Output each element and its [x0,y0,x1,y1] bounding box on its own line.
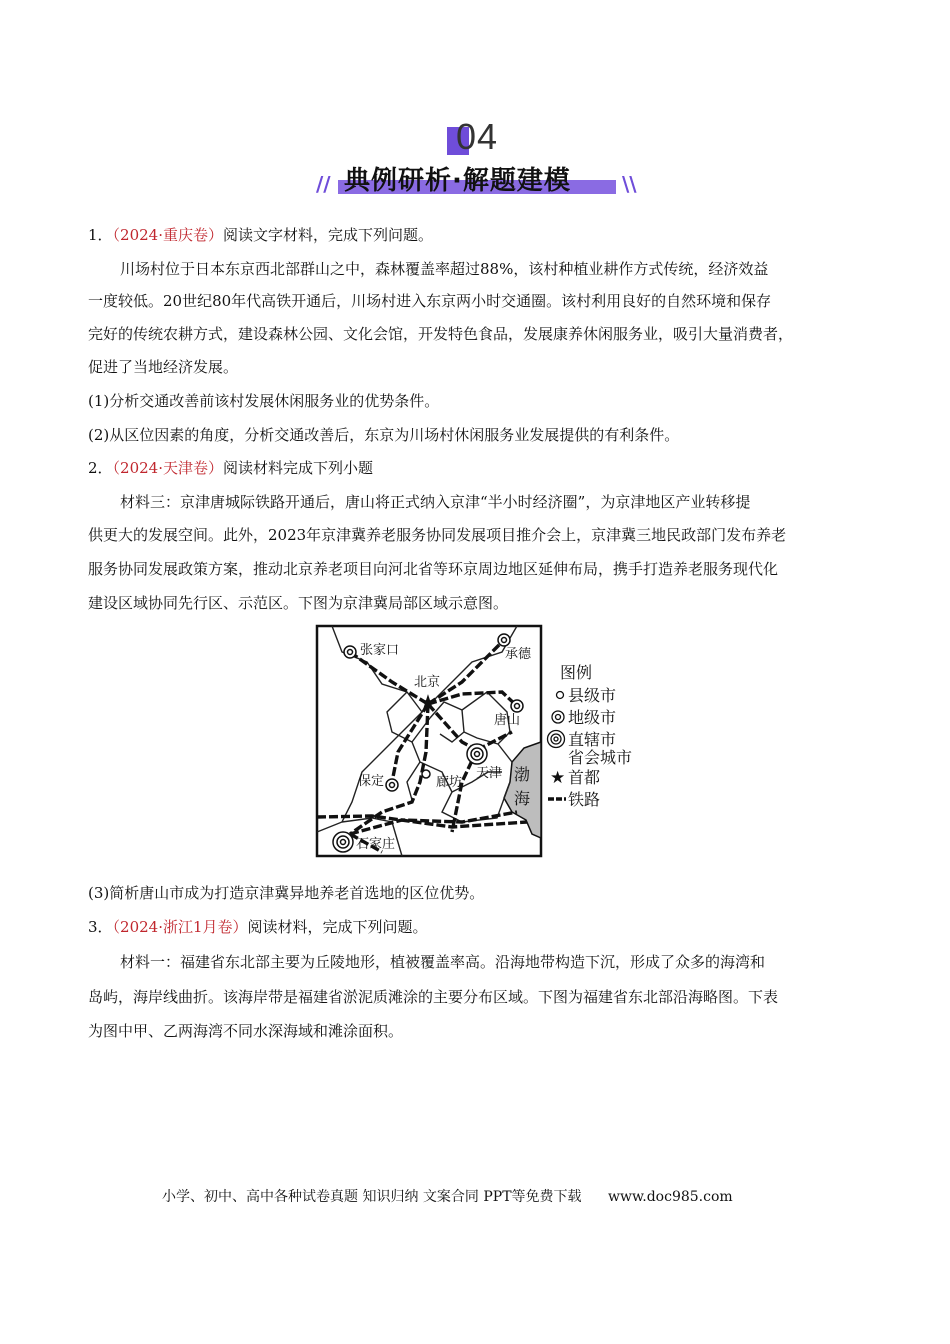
passage-line: 供更大的发展空间。此外，2023年京津冀养老服务协同发展项目推介会上，京津冀三地民政部门发布养老 [88,526,787,544]
legend-municipality: 直辖市 [568,730,617,749]
section-title: 典例研析·解题建模 [344,166,571,196]
sea-label-hai: 海 [514,789,531,808]
title-left-slash-icon: // [316,172,331,196]
footer-text: 小学、初中、高中各种试卷真题 知识归纳 文案合同 PPT等免费下载 [162,1189,582,1205]
city-label-baoding: 保定 [358,774,385,789]
city-label-chengde: 承德 [505,647,532,662]
legend-star-icon: ★ [550,768,566,788]
city-label-tangshan: 唐山 [494,713,521,728]
question-prompt: 阅读文字材料，完成下列问题。 [223,226,434,244]
passage-line: 材料三：京津唐城际铁路开通后，唐山将正式纳入京津“半小时经济圈”，为京津地区产业转移提 [120,493,751,511]
page-footer [162,1186,733,1206]
passage-line: 为图中甲、乙两海湾不同水深海域和滩涂面积。 [88,1022,404,1040]
city-label-shijiazhuang: 石家庄 [356,837,396,852]
title-right-slash-icon: \\ [622,172,637,196]
jingjinji-region-map [312,622,652,862]
legend-capital: 首都 [568,768,601,787]
legend-county: 县级市 [568,686,617,705]
passage-line: 一度较低。20世纪80年代高铁开通后，川场村进入东京两小时交通圈。该村利用良好的自然环境和保存 [88,292,772,310]
map-legend [548,663,633,809]
question-number: 2． [88,459,113,477]
question-3-heading [88,916,428,938]
capital-star-icon: ★ [418,691,438,716]
passage-line: 材料一：福建省东北部主要为丘陵地形，植被覆盖率高。沿海地带构造下沉，形成了众多的海湾和 [120,953,766,971]
question-number: 3． [88,918,113,936]
passage-line: 促进了当地经济发展。 [88,358,239,376]
passage-line: 川场村位于日本东京西北部群山之中，森林覆盖率超过88%，该村种植业耕作方式传统，经济效益 [120,260,769,278]
question-prompt: 阅读材料，完成下列问题。 [247,918,428,936]
legend-provincial-capital: 省会城市 [568,748,633,767]
question-1-heading [88,224,433,246]
passage-line: 完好的传统农耕方式，建设森林公园、文化会馆，开发特色食品，发展康养休闲服务业，吸引大量消费者， [88,325,794,343]
section-number: 04 [456,116,499,157]
question-2-heading [88,457,373,479]
question-number: 1． [88,226,113,244]
city-label-langfang: 廊坊 [436,775,463,790]
question-source: （2024·浙江1月卷） [112,918,248,936]
passage-line: 岛屿，海岸线曲折。该海岸带是福建省淤泥质滩涂的主要分布区域。下图为福建省东北部沿海略图。下表 [88,988,779,1006]
legend-prefecture: 地级市 [568,708,617,727]
sub-question-2: (2)从区位因素的角度，分析交通改善后，东京为川场村休闲服务业发展提供的有利条件。 [88,426,680,444]
sub-question-1: (1)分析交通改善前该村发展休闲服务业的优势条件。 [88,392,440,410]
city-label-zhangjiakou: 张家口 [360,643,400,658]
city-label-tianjin: 天津 [476,766,503,781]
legend-title: 图例 [560,663,593,682]
city-label-beijing: 北京 [414,675,441,690]
sub-question-3: (3)简析唐山市成为打造京津冀异地养老首选地的区位优势。 [88,884,485,902]
question-prompt: 阅读材料完成下列小题 [223,459,374,477]
legend-railway: 铁路 [568,790,601,809]
question-source: （2024·天津卷） [112,459,223,477]
passage-line: 建设区域协同先行区、示范区。下图为京津冀局部区域示意图。 [88,594,509,612]
sea-label-bo: 渤 [514,765,531,784]
footer-url[interactable]: www.doc985.com [607,1189,733,1205]
question-source: （2024·重庆卷） [112,226,223,244]
passage-line: 服务协同发展政策方案，推动北京养老项目向河北省等环京周边地区延伸布局，携手打造养老服务现代化 [88,560,779,578]
